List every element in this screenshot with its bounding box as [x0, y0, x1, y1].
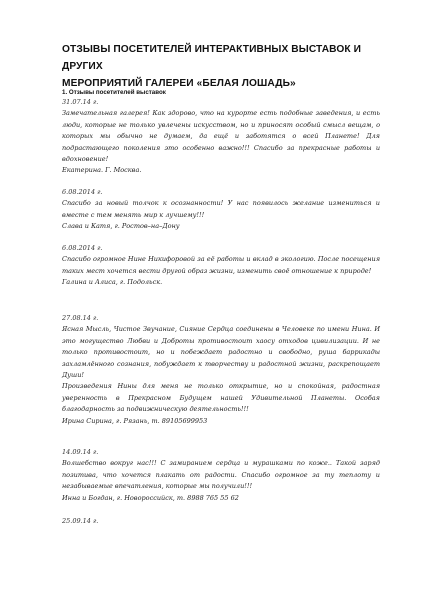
review-author: Инна и Богдан, г. Новороссийск, т. 8988 765 55 62	[62, 493, 239, 502]
review-text: Волшебство вокруг нас!!! С замиранием сердца и мурашками по коже.. Такой заряд позитива, что хочется плакать от радости. Спасибо огромное за ту теплоту и незабываемые впечатления, которые мы получили!!!	[62, 459, 380, 491]
review-author: Галина и Алиса, г. Подольск.	[62, 278, 163, 287]
review-text: Спасибо огромное Нине Никифоровой за её работы и вклад в экологию. После посещения таких мест хочется вести другой образ жизни, изменить своё отношение к природе!	[62, 255, 380, 275]
review-author: Слава и Катя, г. Ростов–на–Дону	[62, 222, 180, 231]
review-entry	[62, 516, 380, 527]
review-author: Екатерина. Г. Москва.	[62, 166, 142, 175]
review-entry	[62, 313, 380, 427]
review-text: Замечательная галерея! Как здорово, что на курорте есть подобные заведения, и есть люди, которые не только увлечены искусством, но и приносят особый смысл вещам, о которых мы обычно не думаем, да ещё и заботятся о всей Планете! Для подрастающего поколения это особенно важно!!! Спасибо за прекрасные работы и вдохновение!	[62, 109, 380, 164]
review-author: Ирина Сирина, г. Рязань, т. 89105699953	[62, 416, 208, 425]
review-text: Спасибо за новый толчок к осознанности! У нас появилось желание измениться и вместе с тем менять мир к лучшему!!!	[62, 199, 380, 219]
review-date: 31.07.14 г.	[62, 98, 99, 106]
review-date: 14.09.14 г.	[62, 448, 99, 456]
review-date: 6.08.2014 г.	[62, 244, 103, 252]
title-line-2: МЕРОПРИЯТИЙ ГАЛЕРЕИ «БЕЛАЯ ЛОШАДЬ»	[62, 78, 296, 89]
title-line-1: ОТЗЫВЫ ПОСЕТИТЕЛЕЙ ИНТЕРАКТИВНЫХ ВЫСТАВОК И ДРУГИХ	[62, 44, 362, 72]
review-entry	[62, 243, 380, 289]
review-text: Ясная Мысль, Чистое Звучание, Сияние Сердца соединены в Человеке по имени Нина. И это могущество Любви и Доброты противостоит хаосу отходов цивилизации. И не только противостоит, но и побеждает радостно и свободно, руша баррикады захламлённого сознания, побуждает к творчеству и радостной жизни, раскрепощает Души!	[62, 325, 380, 380]
review-date: 25.09.14 г.	[62, 517, 99, 525]
section-heading: 1. Отзывы посетителей выставок	[62, 89, 166, 96]
review-date: 6.08.2014 г.	[62, 188, 103, 196]
review-text-continued: Произведения Нины для меня не только открытие, но и спокойная, радостная уверенность в Прекрасном Будущем нашей Удивительной Планеты. Особая благодарность за подвижническую деятельность!!!	[62, 382, 380, 414]
review-entry	[62, 187, 380, 233]
review-date: 27.08.14 г.	[62, 314, 99, 322]
review-entry	[62, 447, 380, 504]
review-entry	[62, 97, 380, 177]
document-title	[62, 41, 382, 92]
